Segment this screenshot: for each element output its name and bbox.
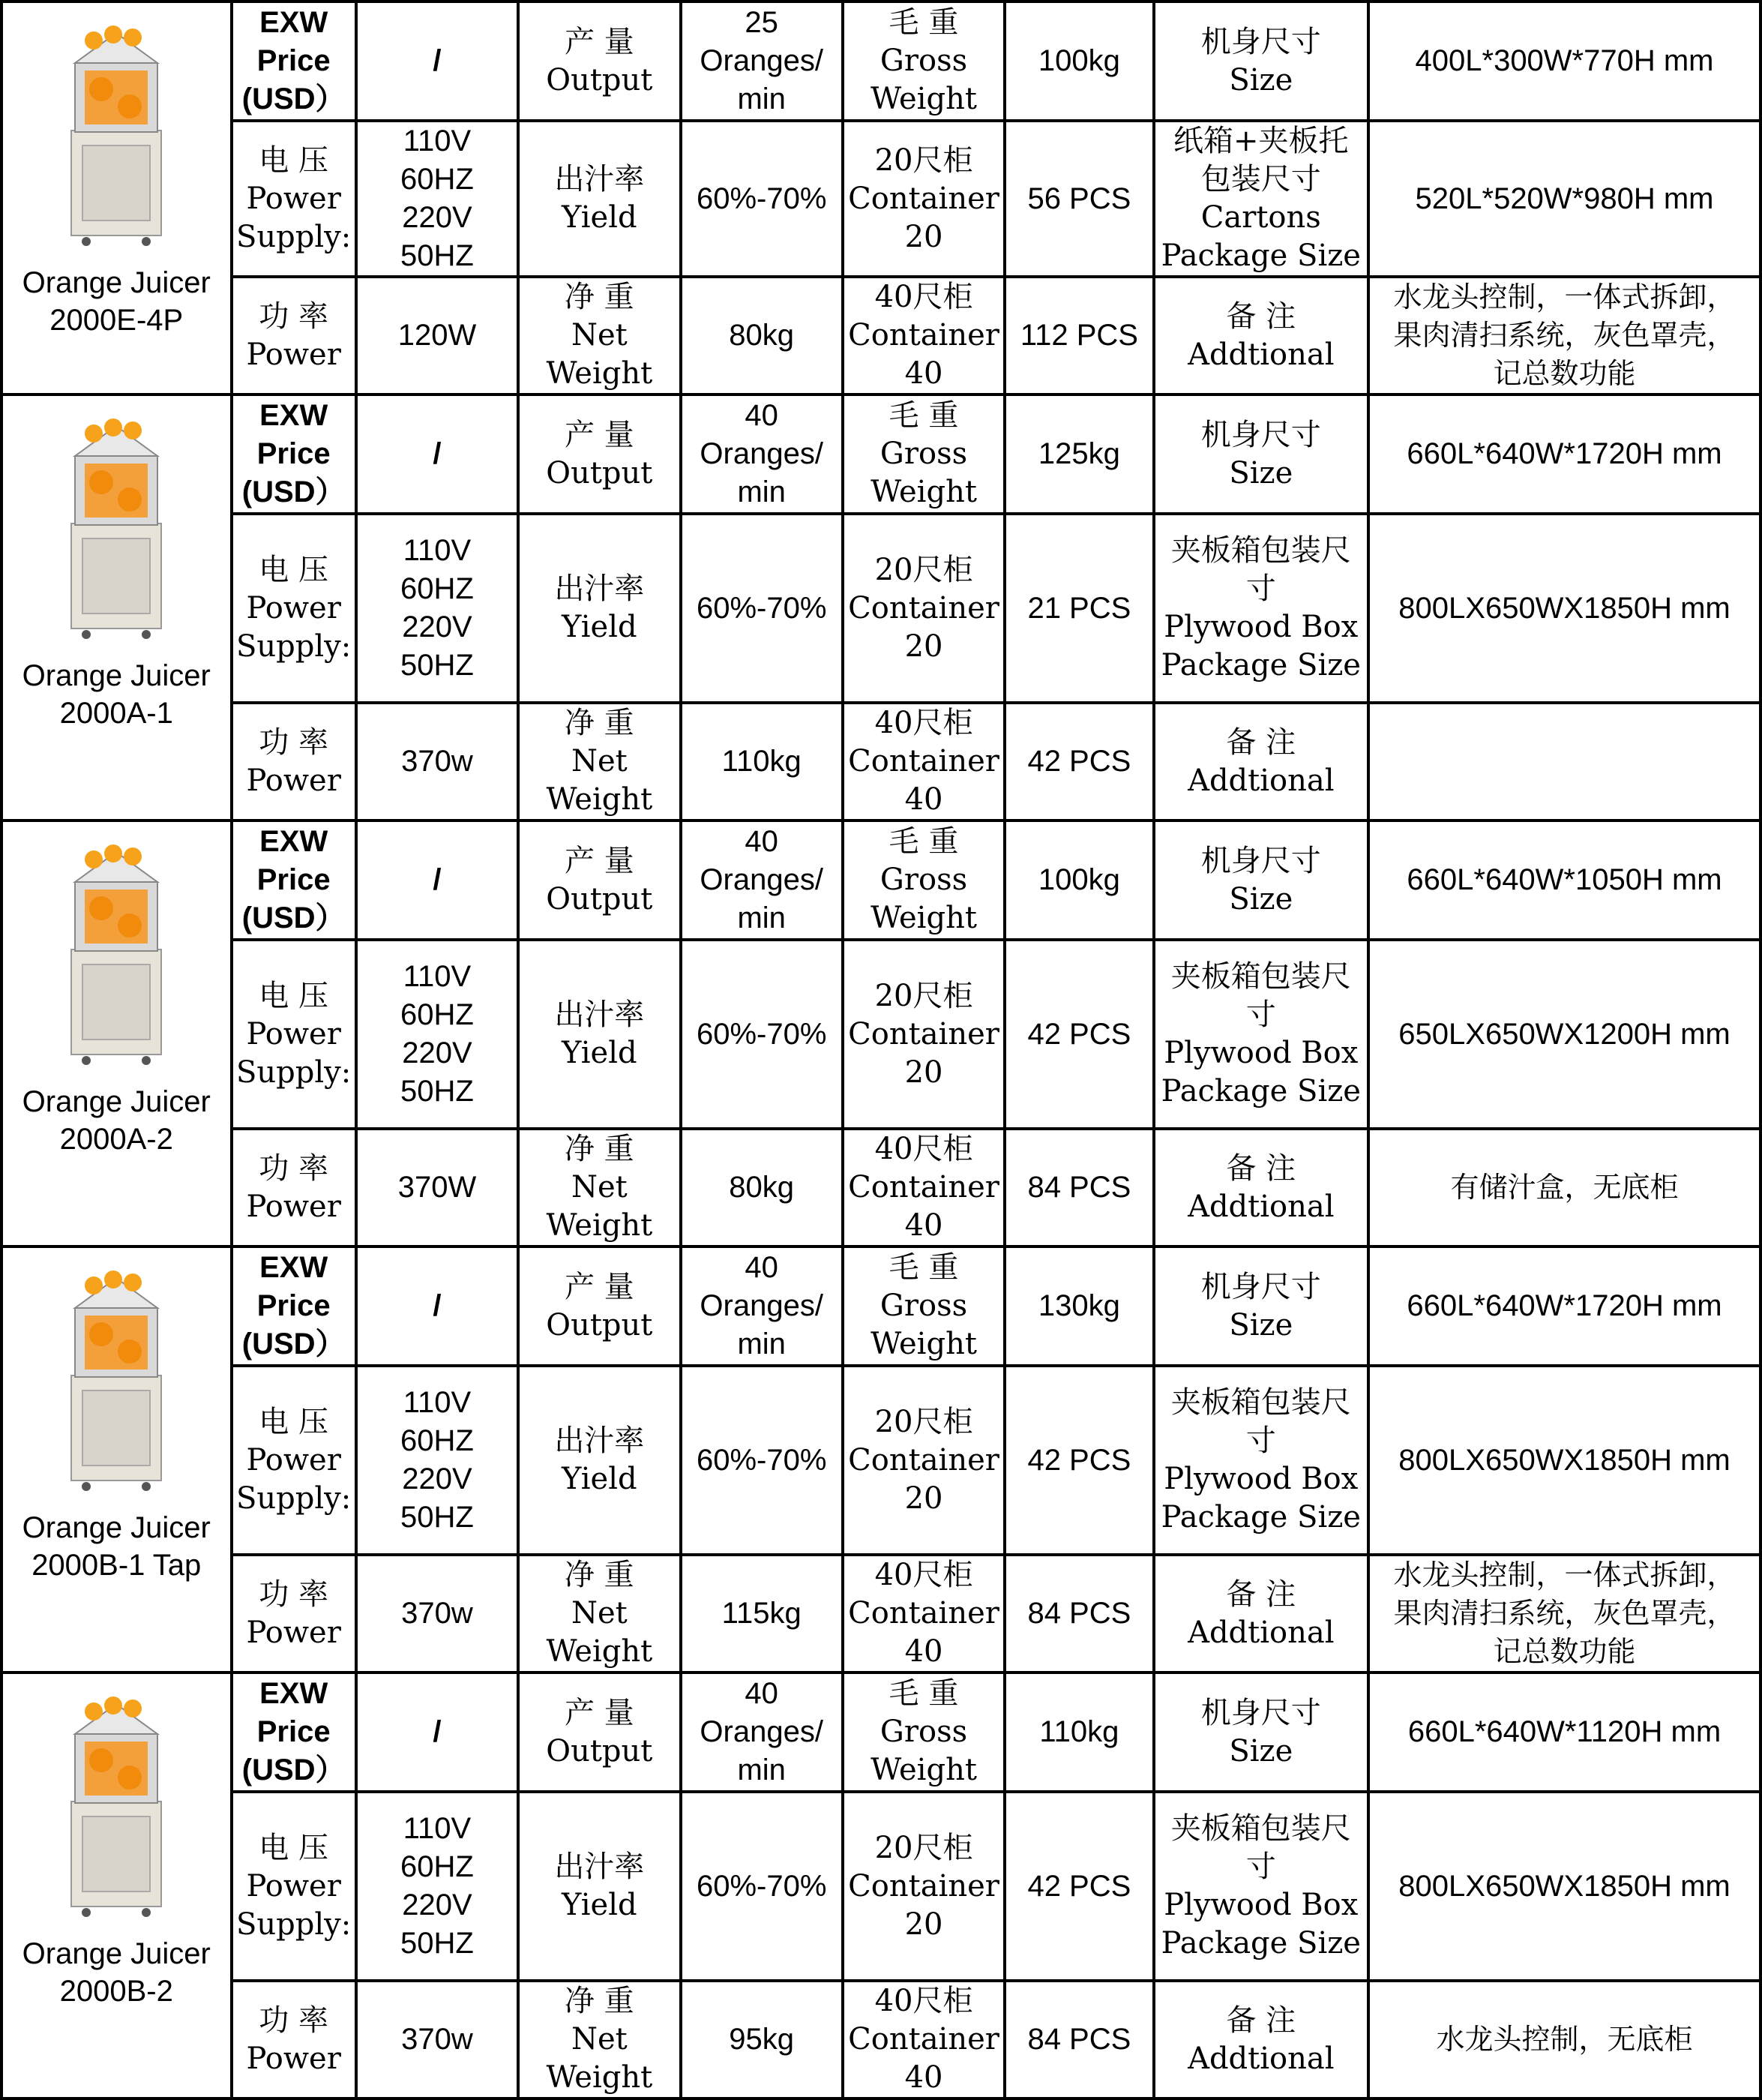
package-size-value: 800LX650WX1850H mm — [1370, 1793, 1759, 1979]
yield-value: 60%-70% — [682, 515, 841, 701]
package-label: 夹板箱包装尺 寸 Plywood Box Package Size — [1155, 941, 1367, 1127]
net-weight-value: 110kg — [682, 704, 841, 819]
package-size-value: 520L*520W*980H mm — [1370, 122, 1759, 275]
power-value: 370w — [358, 1556, 517, 1671]
product-name: Orange Juicer 2000B-1 Tap — [22, 1511, 211, 1582]
power-value: 370W — [358, 1130, 517, 1245]
size-value: 660L*640W*1720H mm — [1370, 396, 1759, 512]
product-cell — [3, 1248, 230, 1671]
package-size-value: 650LX650WX1200H mm — [1370, 941, 1759, 1127]
gross-weight-label: 毛 重 Gross Weight — [844, 1248, 1003, 1364]
product-cell — [3, 822, 230, 1245]
exw-price-label: EXW Price (USD） — [233, 1248, 355, 1364]
exw-price-label: EXW Price (USD） — [233, 822, 355, 938]
price-value: / — [358, 822, 517, 938]
table-row — [3, 822, 1759, 938]
table-row — [3, 1674, 1759, 1790]
size-label: 机身尺寸 Size — [1155, 1674, 1367, 1790]
gross-weight-value: 125kg — [1006, 396, 1152, 512]
net-weight-label: 净 重 Net Weight — [520, 1982, 679, 2097]
package-size-value: 800LX650WX1850H mm — [1370, 1367, 1759, 1553]
yield-label: 出汁率 Yield — [520, 1793, 679, 1979]
gross-weight-label: 毛 重 Gross Weight — [844, 822, 1003, 938]
container-40-label: 40尺柜 Container 40 — [844, 704, 1003, 819]
additional-label: 备 注 Addtional — [1155, 1556, 1367, 1671]
yield-label: 出汁率 Yield — [520, 515, 679, 701]
gross-weight-value: 100kg — [1006, 822, 1152, 938]
table-row — [3, 704, 1759, 819]
power-supply-label: 电 压 Power Supply: — [233, 1367, 355, 1553]
output-label: 产 量 Output — [520, 3, 679, 119]
container-40-qty: 84 PCS — [1006, 1982, 1152, 2097]
yield-label: 出汁率 Yield — [520, 122, 679, 275]
product-block — [6, 822, 227, 1245]
container-20-label: 20尺柜 Container 20 — [844, 515, 1003, 701]
output-value: 40 Oranges/ min — [682, 396, 841, 512]
container-20-qty: 42 PCS — [1006, 1793, 1152, 1979]
gross-weight-label: 毛 重 Gross Weight — [844, 3, 1003, 119]
table-row — [3, 1982, 1759, 2097]
gross-weight-value: 110kg — [1006, 1674, 1152, 1790]
table-row — [3, 1130, 1759, 1245]
exw-price-label: EXW Price (USD） — [233, 3, 355, 119]
exw-price-label: EXW Price (USD） — [233, 1674, 355, 1790]
size-label: 机身尺寸 Size — [1155, 396, 1367, 512]
price-value: / — [358, 396, 517, 512]
gross-weight-value: 130kg — [1006, 1248, 1152, 1364]
output-value: 25 Oranges/ min — [682, 3, 841, 119]
output-label: 产 量 Output — [520, 822, 679, 938]
additional-label: 备 注 Addtional — [1155, 278, 1367, 393]
power-value: 370w — [358, 1982, 517, 2097]
container-40-label: 40尺柜 Container 40 — [844, 1130, 1003, 1245]
gross-weight-label: 毛 重 Gross Weight — [844, 396, 1003, 512]
size-label: 机身尺寸 Size — [1155, 1248, 1367, 1364]
power-label: 功 率 Power — [233, 1130, 355, 1245]
net-weight-label: 净 重 Net Weight — [520, 704, 679, 819]
container-20-label: 20尺柜 Container 20 — [844, 1367, 1003, 1553]
product-block — [6, 1674, 227, 2097]
container-40-label: 40尺柜 Container 40 — [844, 278, 1003, 393]
price-value: / — [358, 3, 517, 119]
additional-note: 水龙头控制，一体式拆卸， 果肉清扫系统，灰色罩壳， 记总数功能 — [1370, 278, 1759, 393]
package-label: 夹板箱包装尺 寸 Plywood Box Package Size — [1155, 1793, 1367, 1979]
power-label: 功 率 Power — [233, 278, 355, 393]
container-20-label: 20尺柜 Container 20 — [844, 941, 1003, 1127]
exw-price-label: EXW Price (USD） — [233, 396, 355, 512]
juicer-machine-icon — [41, 411, 191, 644]
output-value: 40 Oranges/ min — [682, 822, 841, 938]
table-row — [3, 3, 1759, 119]
size-value: 660L*640W*1720H mm — [1370, 1248, 1759, 1364]
product-name: Orange Juicer 2000A-2 — [22, 1085, 211, 1156]
additional-note: 水龙头控制，一体式拆卸， 果肉清扫系统，灰色罩壳， 记总数功能 — [1370, 1556, 1759, 1671]
additional-note: 有储汁盒，无底柜 — [1370, 1130, 1759, 1245]
table-row — [3, 1248, 1759, 1364]
package-label: 纸箱+夹板托 包装尺寸 Cartons Package Size — [1155, 122, 1367, 275]
container-40-label: 40尺柜 Container 40 — [844, 1556, 1003, 1671]
juicer-machine-icon — [41, 18, 191, 250]
product-name: Orange Juicer 2000B-2 — [22, 1937, 211, 2008]
container-40-qty: 84 PCS — [1006, 1130, 1152, 1245]
product-block — [6, 3, 227, 393]
yield-value: 60%-70% — [682, 1793, 841, 1979]
yield-value: 60%-70% — [682, 941, 841, 1127]
package-label: 夹板箱包装尺 寸 Plywood Box Package Size — [1155, 515, 1367, 701]
output-label: 产 量 Output — [520, 396, 679, 512]
table-row — [3, 515, 1759, 701]
output-value: 40 Oranges/ min — [682, 1248, 841, 1364]
power-supply-label: 电 压 Power Supply: — [233, 941, 355, 1127]
container-20-qty: 56 PCS — [1006, 122, 1152, 275]
size-value: 660L*640W*1050H mm — [1370, 822, 1759, 938]
yield-value: 60%-70% — [682, 122, 841, 275]
additional-note — [1370, 704, 1759, 819]
juicer-machine-icon — [41, 1689, 191, 1922]
container-20-label: 20尺柜 Container 20 — [844, 1793, 1003, 1979]
net-weight-label: 净 重 Net Weight — [520, 1556, 679, 1671]
package-size-value: 800LX650WX1850H mm — [1370, 515, 1759, 701]
container-20-qty: 42 PCS — [1006, 1367, 1152, 1553]
power-value: 370w — [358, 704, 517, 819]
product-name: Orange Juicer 2000E-4P — [22, 266, 211, 337]
product-cell — [3, 3, 230, 393]
yield-label: 出汁率 Yield — [520, 941, 679, 1127]
product-block — [6, 396, 227, 819]
table-row — [3, 278, 1759, 393]
net-weight-label: 净 重 Net Weight — [520, 278, 679, 393]
voltage-value: 110V 60HZ 220V 50HZ — [358, 1367, 517, 1553]
net-weight-value: 95kg — [682, 1982, 841, 2097]
price-value: / — [358, 1248, 517, 1364]
power-label: 功 率 Power — [233, 1982, 355, 2097]
net-weight-label: 净 重 Net Weight — [520, 1130, 679, 1245]
product-cell — [3, 396, 230, 819]
net-weight-value: 80kg — [682, 1130, 841, 1245]
container-40-qty: 84 PCS — [1006, 1556, 1152, 1671]
yield-label: 出汁率 Yield — [520, 1367, 679, 1553]
table-row — [3, 122, 1759, 275]
additional-label: 备 注 Addtional — [1155, 1982, 1367, 2097]
output-value: 40 Oranges/ min — [682, 1674, 841, 1790]
size-value: 660L*640W*1120H mm — [1370, 1674, 1759, 1790]
table-row — [3, 1367, 1759, 1553]
container-40-qty: 112 PCS — [1006, 278, 1152, 393]
additional-label: 备 注 Addtional — [1155, 1130, 1367, 1245]
net-weight-value: 115kg — [682, 1556, 841, 1671]
juicer-machine-icon — [41, 837, 191, 1070]
voltage-value: 110V 60HZ 220V 50HZ — [358, 122, 517, 275]
table-row — [3, 941, 1759, 1127]
power-supply-label: 电 压 Power Supply: — [233, 515, 355, 701]
price-value: / — [358, 1674, 517, 1790]
net-weight-value: 80kg — [682, 278, 841, 393]
container-40-qty: 42 PCS — [1006, 704, 1152, 819]
yield-value: 60%-70% — [682, 1367, 841, 1553]
voltage-value: 110V 60HZ 220V 50HZ — [358, 515, 517, 701]
power-label: 功 率 Power — [233, 704, 355, 819]
size-label: 机身尺寸 Size — [1155, 3, 1367, 119]
power-label: 功 率 Power — [233, 1556, 355, 1671]
voltage-value: 110V 60HZ 220V 50HZ — [358, 1793, 517, 1979]
power-value: 120W — [358, 278, 517, 393]
power-supply-label: 电 压 Power Supply: — [233, 1793, 355, 1979]
product-block — [6, 1248, 227, 1671]
output-label: 产 量 Output — [520, 1674, 679, 1790]
package-label: 夹板箱包装尺 寸 Plywood Box Package Size — [1155, 1367, 1367, 1553]
size-label: 机身尺寸 Size — [1155, 822, 1367, 938]
product-name: Orange Juicer 2000A-1 — [22, 659, 211, 730]
size-value: 400L*300W*770H mm — [1370, 3, 1759, 119]
product-cell — [3, 1674, 230, 2097]
voltage-value: 110V 60HZ 220V 50HZ — [358, 941, 517, 1127]
table-row — [3, 396, 1759, 512]
juicer-machine-icon — [41, 1263, 191, 1496]
power-supply-label: 电 压 Power Supply: — [233, 122, 355, 275]
container-20-qty: 42 PCS — [1006, 941, 1152, 1127]
additional-note: 水龙头控制，无底柜 — [1370, 1982, 1759, 2097]
gross-weight-label: 毛 重 Gross Weight — [844, 1674, 1003, 1790]
container-20-label: 20尺柜 Container 20 — [844, 122, 1003, 275]
output-label: 产 量 Output — [520, 1248, 679, 1364]
additional-label: 备 注 Addtional — [1155, 704, 1367, 819]
container-40-label: 40尺柜 Container 40 — [844, 1982, 1003, 2097]
gross-weight-value: 100kg — [1006, 3, 1152, 119]
table-row — [3, 1556, 1759, 1671]
table-row — [3, 1793, 1759, 1979]
container-20-qty: 21 PCS — [1006, 515, 1152, 701]
